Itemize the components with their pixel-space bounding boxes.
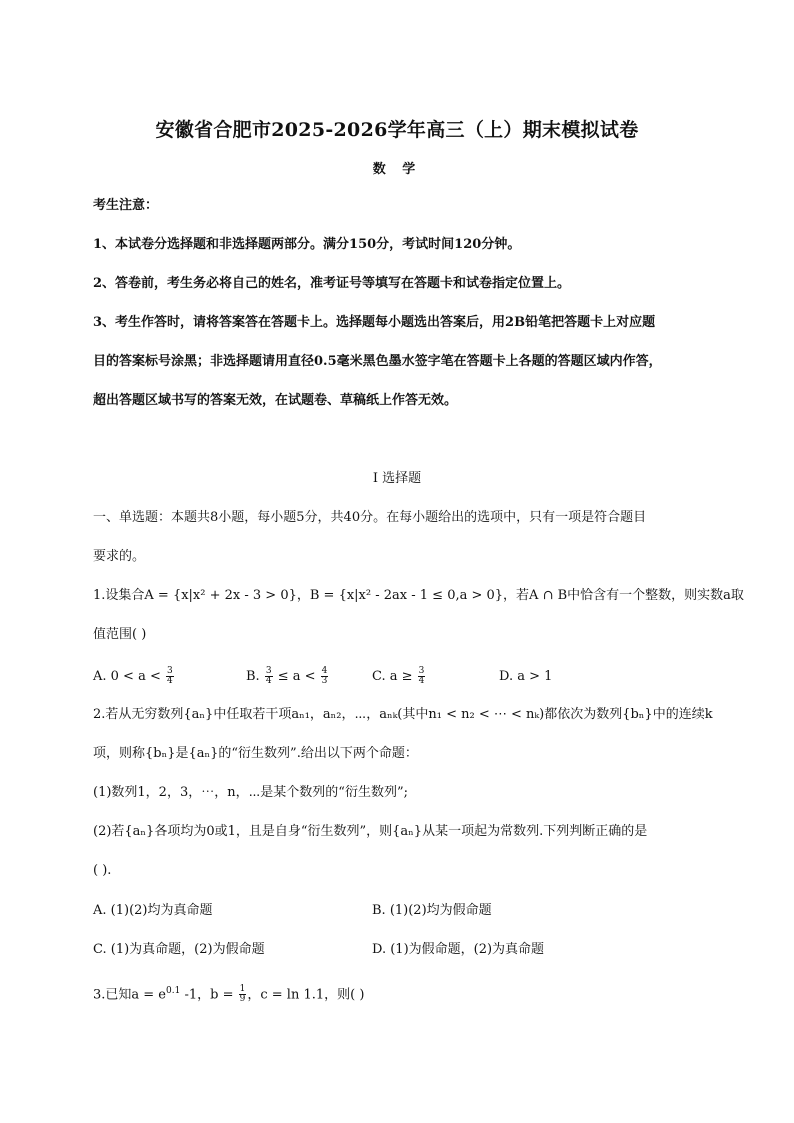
part1-instruction: 一、单选题：本题共8小题，每小题5分，共40分。在每小题给出的选项中，只有一项是符合题目 [93,510,647,525]
q2-answer-blank: ( ). [93,863,112,878]
q1-option-c-fraction: $\frac{3}{4}$ [418,666,425,686]
q3-stem-text-1: 3.已知a = e [93,987,167,1003]
q2-proposition-2: (2)若{aₙ}各项均为0或1，且是自身“衍生数列”，则{aₙ}从某一项起为常数列.下列判断正确的是 [93,824,648,839]
q1-option-d: D. a > 1 [499,669,553,684]
q2-option-a: A. (1)(2)均为真命题 [93,903,213,918]
q1-option-a-fraction: $\frac{3}{4}$ [167,666,173,686]
q1-option-b-fraction-1: $\frac{3}{4}$ [265,666,272,686]
q2-option-b: B. (1)(2)均为假命题 [372,903,492,918]
q1-option-b-label: B. [246,669,264,684]
notice-heading: 考生注意： [93,198,159,213]
notice-item-3: 3、考生作答时，请将答案答在答题卡上。选择题每小题选出答案后，用2B铅笔把答题卡上对应题 [93,315,656,330]
q1-option-b-text: ≤ a < [273,669,320,684]
q2-option-d: D. (1)为假命题，(2)为真命题 [372,942,545,957]
exam-subject: 数 学 [372,162,422,177]
q1-option-b-fraction-2: $\frac{4}{3}$ [321,666,328,686]
q1-stem-cont: 值范围( ) [93,627,147,642]
q3-stem-text-2: -1，b = [180,987,238,1003]
q2-proposition-1: (1)数列1，2，3，⋯，n，⋯是某个数列的“衍生数列”; [93,785,408,800]
exam-title: 安徽省合肥市2025-2026学年高三（上）期末模拟试卷 [155,119,639,141]
notice-item-2: 2、答卷前，考生务必将自己的姓名，准考证号等填写在答题卡和试卷指定位置上。 [93,276,571,291]
q2-stem: 2.若从无穷数列{aₙ}中任取若干项aₙ₁，aₙ₂，⋯，aₙₖ(其中n₁ < n₂ < ⋯ < nₖ)都依次为数列{bₙ}中的连续k [93,707,713,722]
notice-item-1: 1、本试卷分选择题和非选择题两部分。满分150分，考试时间120分钟。 [93,237,521,252]
q1-option-a-text: A. 0 < a < [93,669,165,684]
notice-item-3-cont: 目的答案标号涂黑；非选择题请用直径0.5毫米黑色墨水签字笔在答题卡上各题的答题区域内作答， [93,354,662,369]
q1-option-c-text: C. a ≥ [372,669,417,684]
notice-item-3-end: 超出答题区域书写的答案无效，在试题卷、草稿纸上作答无效。 [93,393,458,408]
q3-exponent: 0.1 [166,986,181,996]
q1-option-c [372,667,426,686]
q3-stem [93,982,364,1004]
q2-option-c: C. (1)为真命题，(2)为假命题 [93,942,265,957]
q3-fraction: $\frac{1}{9}$ [239,984,246,1005]
q1-option-a [93,667,175,686]
section-title: I 选择题 [372,471,422,486]
q3-stem-text-3: ，c = ln 1.1，则( ) [247,987,365,1003]
q2-stem-cont: 项，则称{bₙ}是{aₙ}的“衍生数列”.给出以下两个命题： [93,746,418,761]
part1-instruction-cont: 要求的。 [93,549,146,564]
q1-stem: 1.设集合A = {x|x² + 2x - 3 > 0}，B = {x|x² - 2ax - 1 ≤ 0,a > 0}，若A ∩ B中恰含有一个整数，则实数a取 [93,588,744,603]
q1-option-b [246,667,329,686]
